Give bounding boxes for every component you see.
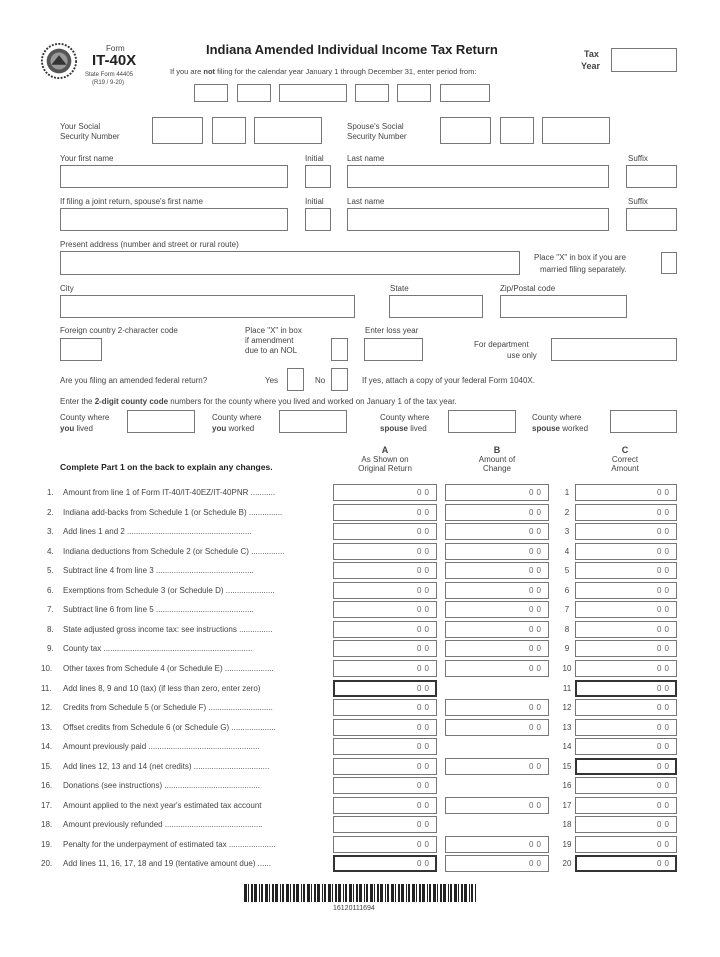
cents-value: 00 — [657, 762, 672, 771]
form-number: IT-40X — [92, 52, 137, 69]
line-number: 3. — [47, 527, 54, 536]
cents-value: 00 — [417, 664, 432, 673]
nol-label-1: Place "X" in box — [245, 326, 302, 335]
column-c-line-number: 12 — [562, 703, 572, 712]
your-ssn-label-2: Security Number — [60, 132, 120, 141]
line-description: State adjusted gross income tax: see instructions ............... — [63, 625, 273, 634]
column-c-line-number: 2 — [564, 508, 570, 517]
cents-value: 00 — [529, 859, 544, 868]
county-instruction: Enter the 2-digit county code numbers for the county where you lived and worked on January 1 of the tax year. — [60, 397, 457, 406]
address-label: Present address (number and street or rural route) — [60, 240, 239, 249]
amended-federal-no-checkbox[interactable] — [331, 368, 348, 391]
your-ssn-part2-input[interactable] — [212, 117, 246, 144]
line-description: Indiana add-backs from Schedule 1 (or Schedule B) ............... — [63, 508, 283, 517]
state-input[interactable] — [389, 295, 483, 318]
line-description: Add lines 1 and 2 ........................................................ — [63, 527, 252, 536]
line-number: 5. — [47, 566, 54, 575]
cents-value: 00 — [529, 840, 544, 849]
cents-value: 00 — [529, 625, 544, 634]
period-from-month-input[interactable] — [194, 84, 228, 102]
form-label: Form — [106, 44, 125, 53]
cents-value: 00 — [417, 586, 432, 595]
line-number: 11. — [41, 684, 52, 693]
zip-input[interactable] — [500, 295, 627, 318]
line-number: 14. — [41, 742, 53, 751]
cents-value: 00 — [417, 625, 432, 634]
first-name-input[interactable] — [60, 165, 288, 188]
cents-value: 00 — [657, 508, 672, 517]
cents-value: 00 — [657, 566, 672, 575]
cents-value: 00 — [657, 742, 672, 751]
spouse-ssn-part1-input[interactable] — [440, 117, 491, 144]
line-number: 7. — [47, 605, 54, 614]
column-c-line-number: 11 — [562, 684, 572, 693]
nol-label-2: if amendment — [245, 336, 294, 345]
cents-value: 00 — [417, 859, 432, 868]
city-label: City — [60, 284, 74, 293]
spouse-initial-input[interactable] — [305, 208, 331, 231]
barcode-number: 16120111694 — [333, 905, 375, 912]
amended-federal-yes-checkbox[interactable] — [287, 368, 304, 391]
column-c-line-number: 4 — [564, 547, 570, 556]
cents-value: 00 — [417, 605, 432, 614]
no-label: No — [315, 376, 326, 385]
column-c-line-number: 15 — [562, 762, 572, 771]
line-number: 12. — [41, 703, 53, 712]
line-number: 4. — [47, 547, 54, 556]
initial-input[interactable] — [305, 165, 331, 188]
mfs-label-2: married filing separately. — [540, 265, 627, 274]
cents-value: 00 — [417, 840, 432, 849]
cents-value: 00 — [529, 762, 544, 771]
line-number: 1. — [47, 488, 54, 497]
dept-use-label-2: use only — [507, 351, 537, 360]
cents-value: 00 — [529, 508, 544, 517]
line-number: 19. — [41, 840, 53, 849]
cents-value: 00 — [529, 644, 544, 653]
line-description: Subtract line 6 from line 5 ............................................ — [63, 605, 254, 614]
cents-value: 00 — [417, 820, 432, 829]
spouse-ssn-label-1: Spouse's Social — [347, 122, 404, 131]
spouse-ssn-part3-input[interactable] — [542, 117, 610, 144]
cents-value: 00 — [657, 586, 672, 595]
column-c-line-number: 5 — [564, 566, 570, 575]
county-you-lived-label-2: you lived — [60, 424, 93, 433]
line-number: 6. — [47, 586, 54, 595]
column-c-line-number: 18 — [562, 820, 572, 829]
cents-value: 00 — [657, 840, 672, 849]
suffix-label: Suffix — [628, 154, 648, 163]
period-from-year-input[interactable] — [279, 84, 347, 102]
cents-value: 00 — [657, 684, 672, 693]
state-form-number: State Form 44405 — [85, 72, 134, 78]
line-description: Indiana deductions from Schedule 2 (or Schedule C) ............... — [63, 547, 285, 556]
line-number: 16. — [41, 781, 53, 790]
cents-value: 00 — [529, 527, 544, 536]
cents-value: 00 — [657, 488, 672, 497]
cents-value: 00 — [657, 644, 672, 653]
yes-label: Yes — [265, 376, 279, 385]
zip-label: Zip/Postal code — [500, 284, 556, 293]
cents-value: 00 — [529, 586, 544, 595]
address-input[interactable] — [60, 251, 520, 275]
cents-value: 00 — [529, 605, 544, 614]
indiana-state-seal-icon — [40, 42, 78, 80]
cents-value: 00 — [529, 488, 544, 497]
foreign-country-label: Foreign country 2-character code — [60, 326, 178, 335]
first-name-label: Your first name — [60, 154, 114, 163]
cents-value: 00 — [529, 723, 544, 732]
your-ssn-label-1: Your Social — [60, 122, 101, 131]
spouse-last-name-label: Last name — [347, 197, 385, 206]
cents-value: 00 — [657, 781, 672, 790]
period-to-day-input[interactable] — [397, 84, 431, 102]
cents-value: 00 — [417, 644, 432, 653]
cents-value: 00 — [417, 527, 432, 536]
barcode-icon — [244, 884, 476, 902]
county-you-worked-label-2: you worked — [212, 424, 255, 433]
state-label: State — [390, 284, 409, 293]
column-c-header: C Correct Amount — [611, 445, 639, 473]
line-description: Amount from line 1 of Form IT-40/IT-40EZ/IT-40PNR ........... — [63, 488, 276, 497]
last-name-label: Last name — [347, 154, 385, 163]
line-description: Penalty for the underpayment of estimated tax ..................... — [63, 840, 276, 849]
cents-value: 00 — [657, 859, 672, 868]
line-description: Exemptions from Schedule 3 (or Schedule D) ...................... — [63, 586, 275, 595]
line-description: Offset credits from Schedule 6 (or Schedule G) .................... — [63, 723, 276, 732]
line-description: Donations (see instructions) ........................................... — [63, 781, 260, 790]
initial-label: Initial — [305, 154, 324, 163]
column-c-line-number: 8 — [564, 625, 570, 634]
county-you-lived-label-1: County where — [60, 413, 110, 422]
cents-value: 00 — [417, 742, 432, 751]
cents-value: 00 — [657, 664, 672, 673]
column-b-header: B Amount of Change — [478, 445, 516, 473]
cents-value: 00 — [657, 605, 672, 614]
line-number: 10. — [41, 664, 53, 673]
line-description: Add lines 8, 9 and 10 (tax) (if less than zero, enter zero) — [63, 684, 261, 693]
county-spouse-lived-label-1: County where — [380, 413, 430, 422]
line-description: County tax ................................................................... — [63, 644, 253, 653]
line-description: Amount previously refunded ............................................ — [63, 820, 263, 829]
county-spouse-lived-label-2: spouse lived — [380, 424, 427, 433]
mfs-label-1: Place "X" in box if you are — [534, 253, 626, 262]
cents-value: 00 — [417, 762, 432, 771]
line-description: Subtract line 4 from line 3 ............................................ — [63, 566, 254, 575]
line-description: Amount applied to the next year's estimated tax account — [63, 801, 262, 810]
period-to-month-input[interactable] — [355, 84, 389, 102]
your-ssn-part1-input[interactable] — [152, 117, 203, 144]
last-name-input[interactable] — [347, 165, 609, 188]
column-c-line-number: 19 — [562, 840, 572, 849]
spouse-initial-label: Initial — [305, 197, 324, 206]
cents-value: 00 — [417, 781, 432, 790]
tax-year-input[interactable] — [611, 48, 677, 72]
column-c-line-number: 1 — [564, 488, 570, 497]
cents-value: 00 — [657, 625, 672, 634]
period-instruction: If you are not filing for the calendar year January 1 through December 31, enter period from: — [170, 67, 477, 76]
revision-number: (R19 / 9-20) — [92, 80, 125, 86]
column-c-line-number: 6 — [564, 586, 570, 595]
spouse-last-name-input[interactable] — [347, 208, 609, 231]
page-title: Indiana Amended Individual Income Tax Return — [206, 42, 498, 57]
column-c-line-number: 16 — [562, 781, 572, 790]
cents-value: 00 — [529, 703, 544, 712]
line-number: 18. — [41, 820, 53, 829]
line-number: 17. — [41, 801, 53, 810]
cents-value: 00 — [657, 723, 672, 732]
cents-value: 00 — [657, 703, 672, 712]
column-c-line-number: 3 — [564, 527, 570, 536]
line-number: 13. — [41, 723, 53, 732]
column-c-line-number: 17 — [562, 801, 572, 810]
cents-value: 00 — [657, 801, 672, 810]
cents-value: 00 — [657, 820, 672, 829]
column-c-line-number: 7 — [564, 605, 570, 614]
cents-value: 00 — [657, 527, 672, 536]
cents-value: 00 — [417, 547, 432, 556]
column-c-line-number: 13 — [562, 723, 572, 732]
line-description: Add lines 11, 16, 17, 18 and 19 (tentative amount due) ...... — [63, 859, 271, 868]
spouse-suffix-input[interactable] — [626, 208, 677, 231]
column-c-line-number: 10 — [562, 664, 572, 673]
county-spouse-worked-label-1: County where — [532, 413, 582, 422]
line-number: 2. — [47, 508, 54, 517]
column-c-line-number: 20 — [562, 859, 572, 868]
spouse-first-name-label: If filing a joint return, spouse's first name — [60, 197, 203, 206]
period-from-day-input[interactable] — [237, 84, 271, 102]
county-spouse-worked-label-2: spouse worked — [532, 424, 589, 433]
spouse-suffix-label: Suffix — [628, 197, 648, 206]
dept-use-label-1: For department — [474, 340, 529, 349]
county-you-lived-input[interactable] — [127, 410, 195, 433]
cents-value: 00 — [417, 566, 432, 575]
year-label: Year — [581, 61, 601, 71]
loss-year-input[interactable] — [364, 338, 423, 361]
cents-value: 00 — [657, 547, 672, 556]
column-c-line-number: 14 — [562, 742, 572, 751]
cents-value: 00 — [529, 566, 544, 575]
line-number: 9. — [47, 644, 54, 653]
cents-value: 00 — [417, 703, 432, 712]
table-instruction: Complete Part 1 on the back to explain any changes. — [60, 462, 273, 472]
line-number: 8. — [47, 625, 54, 634]
cents-value: 00 — [417, 723, 432, 732]
tax-label: Tax — [584, 49, 599, 59]
column-a-header: A As Shown on Original Return — [358, 445, 412, 473]
cents-value: 00 — [417, 488, 432, 497]
spouse-first-name-input[interactable] — [60, 208, 288, 231]
spouse-ssn-part2-input[interactable] — [500, 117, 534, 144]
cents-value: 00 — [529, 664, 544, 673]
foreign-country-input[interactable] — [60, 338, 102, 361]
spouse-ssn-label-2: Security Number — [347, 132, 407, 141]
nol-label-3: due to an NOL — [245, 346, 298, 355]
line-number: 20. — [41, 859, 53, 868]
column-c-line-number: 9 — [564, 644, 570, 653]
cents-value: 00 — [417, 684, 432, 693]
cents-value: 00 — [529, 801, 544, 810]
county-you-worked-input[interactable] — [279, 410, 347, 433]
amended-federal-question: Are you filing an amended federal return? — [60, 376, 208, 385]
line-number: 15. — [41, 762, 53, 771]
married-filing-separately-checkbox[interactable] — [661, 252, 677, 274]
department-use-input[interactable] — [551, 338, 677, 361]
period-to-year-input[interactable] — [440, 84, 490, 102]
county-spouse-lived-input[interactable] — [448, 410, 516, 433]
line-description: Amount previously paid .................................................. — [63, 742, 260, 751]
county-you-worked-label-1: County where — [212, 413, 262, 422]
line-description: Add lines 12, 13 and 14 (net credits) .................................. — [63, 762, 270, 771]
city-input[interactable] — [60, 295, 355, 318]
nol-checkbox[interactable] — [331, 338, 348, 361]
cents-value: 00 — [417, 508, 432, 517]
your-ssn-part3-input[interactable] — [254, 117, 322, 144]
cents-value: 00 — [417, 801, 432, 810]
line-description: Credits from Schedule 5 (or Schedule F) ............................. — [63, 703, 273, 712]
county-spouse-worked-input[interactable] — [610, 410, 677, 433]
suffix-input[interactable] — [626, 165, 677, 188]
loss-year-label: Enter loss year — [365, 326, 419, 335]
line-description: Other taxes from Schedule 4 (or Schedule E) ...................... — [63, 664, 274, 673]
cents-value: 00 — [529, 547, 544, 556]
attach-1040x-note: If yes, attach a copy of your federal Form 1040X. — [362, 376, 535, 385]
